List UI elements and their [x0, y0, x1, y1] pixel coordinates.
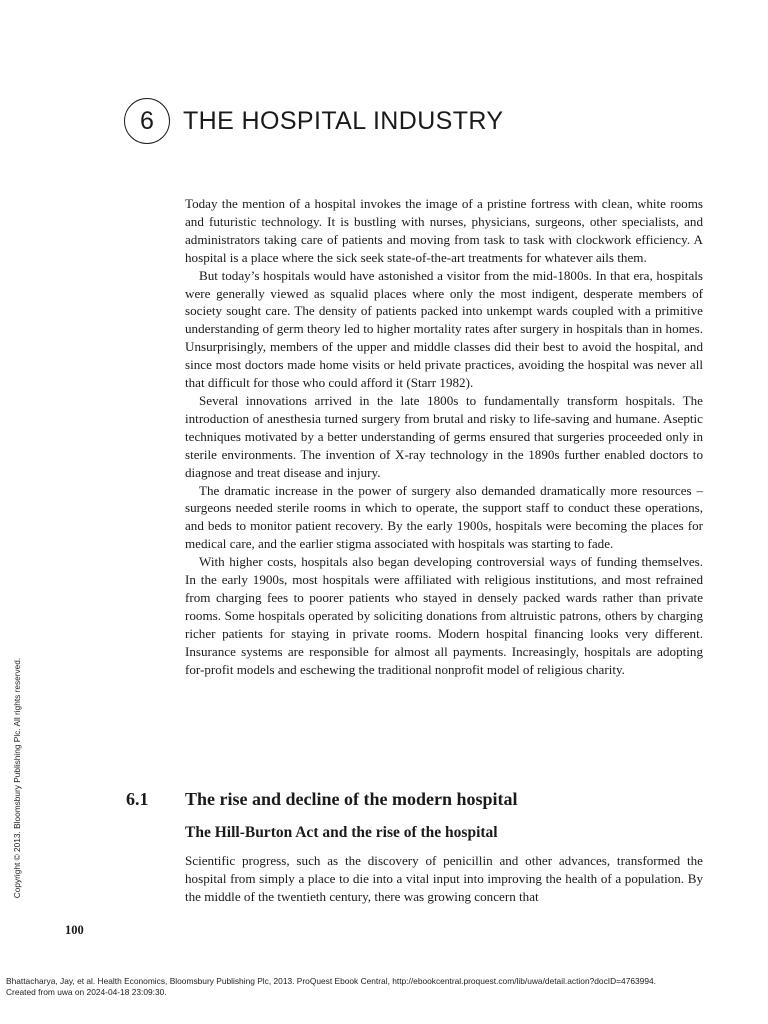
paragraph-4: The dramatic increase in the power of surgery also demanded dramatically more resources – surgeons needed sterile rooms in which to operate, the support staff to conduct these operations, and beds to monitor patient recovery. By the early 1900s, hospitals were becoming the places for medical care, and the earlier stigma associated with hospitals was starting to fade. [185, 482, 703, 552]
section-title: The rise and decline of the modern hospital [185, 789, 518, 809]
subsection-title: The Hill-Burton Act and the rise of the hospital [185, 824, 498, 841]
footer-created: Created from uwa on 2024-04-18 23:09:30. [6, 986, 167, 997]
chapter-heading [124, 98, 504, 144]
paragraph-1: Today the mention of a hospital invokes the image of a pristine fortress with clean, white rooms and futuristic technology. It is bustling with nurses, physicians, surgeons, other specialists, and administrators taking care of patients and moving from task to task with clockwork efficiency. A hospital is a place where the sick seek state-of-the-art treatments for whatever ails them. [185, 196, 703, 265]
footer-citation: Bhattacharya, Jay, et al. Health Economics, Bloomsbury Publishing Plc, 2013. ProQuest Ebook Central, http://ebookcentral.proquest.com/lib/uwa/detail.action?docID=4763994. [6, 976, 656, 986]
paragraph-2: But today’s hospitals would have astonished a visitor from the mid-1800s. In that era, hospitals were generally viewed as squalid places where only the most indigent, desperate members of society sought care. The density of patients packed into unkempt wards coupled with a primitive understanding of germ theory led to higher mortality rates after surgery in hospitals than in homes. Unsurprisingly, members of the upper and middle classes did their best to avoid the hospital, and since most doctors made home visits or held private practices, avoiding the hospital was never all that difficult for those who could afford it (Starr 1982). [185, 267, 703, 391]
page-number: 100 [65, 923, 84, 937]
chapter-number-badge: 6 [124, 98, 170, 144]
section-number: 6.1 [126, 789, 149, 809]
section-heading [126, 789, 518, 810]
chapter-intro-text [185, 195, 703, 678]
paragraph-3: Several innovations arrived in the late 1800s to fundamentally transform hospitals. The introduction of anesthesia turned surgery from brutal and risky to life-saving and humane. Aseptic techniques motivated by a better understanding of germs ensured that surgeries proceeded only in sterile environments. The invention of X-ray technology in the 1890s further enabled doctors to diagnose and treat disease and injury. [185, 392, 703, 480]
section-paragraph: Scientific progress, such as the discovery of penicillin and other advances, transformed the hospital from simply a place to die into a vital input into improving the health of a population. By the middle of the twentieth century, there was growing concern that [185, 853, 703, 904]
page-footer [6, 976, 762, 997]
chapter-title: THE HOSPITAL INDUSTRY [183, 106, 504, 135]
paragraph-5: With higher costs, hospitals also began developing controversial ways of funding themselves. In the early 1900s, most hospitals were affiliated with religious institutions, and most refrained from charging fees to poorer patients who stayed in densely packed wards rather than private rooms. Some hospitals operated by soliciting donations from altruistic patrons, others by charging richer patients for staying in private rooms. Modern hospital financing looks very different. Insurance systems are responsible for almost all payments. Increasingly, hospitals are adopting for-profit models and eschewing the traditional nonprofit model of religious charity. [185, 554, 703, 677]
copyright-notice: Copyright © 2013. Bloomsbury Publishing Plc. All rights reserved. [12, 657, 22, 899]
section-body-text [185, 852, 703, 906]
